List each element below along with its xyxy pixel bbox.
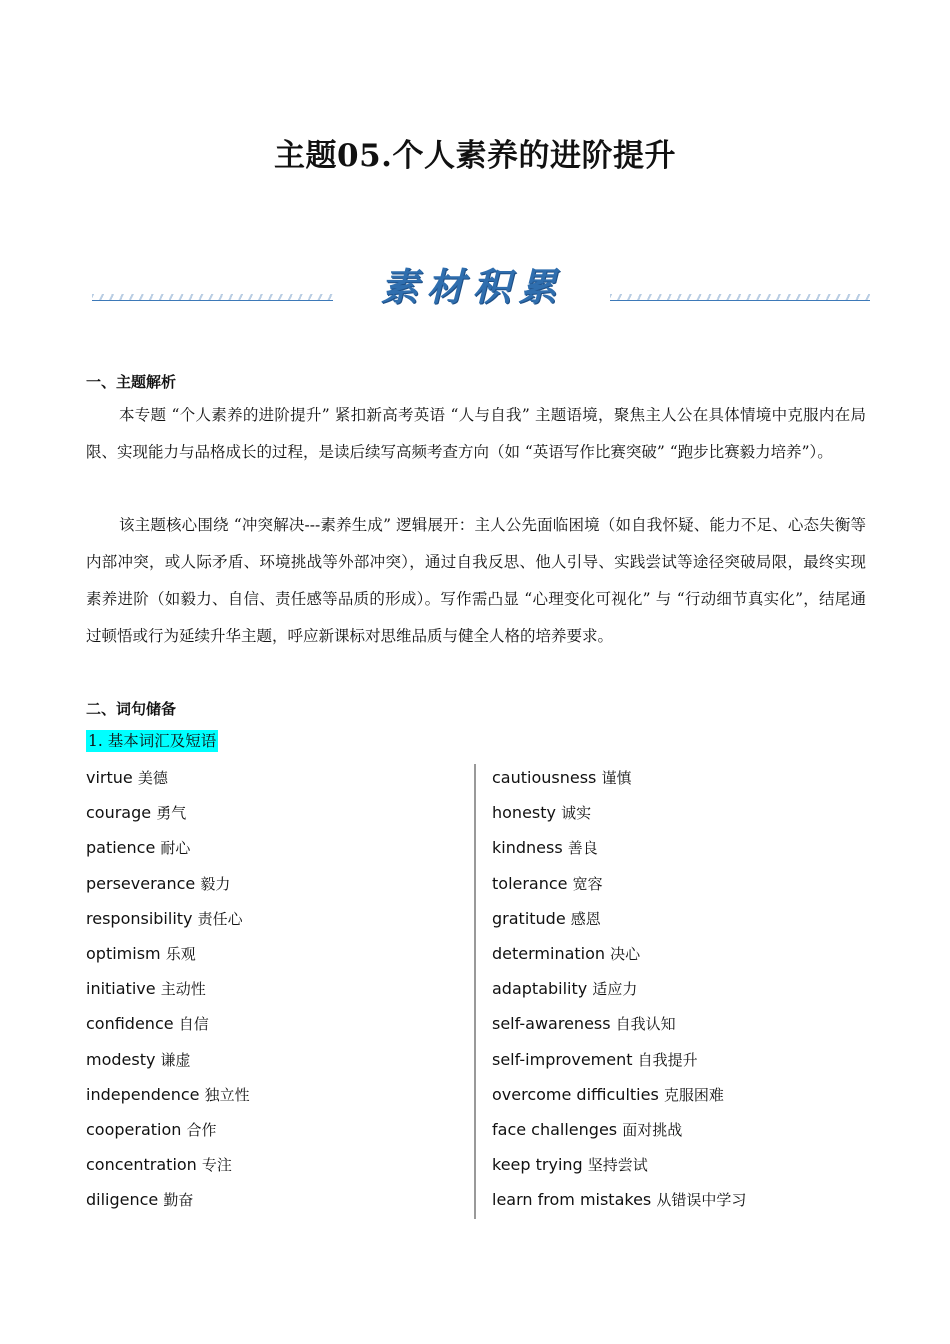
vocab-item: confidence 自信 [86, 1014, 209, 1034]
vocab-item: learn from mistakes 从错误中学习 [492, 1190, 747, 1210]
paragraph-core-logic: 该主题核心围绕 “冲突解决---素养生成” 逻辑展开：主人公先面临困境（如自我怀疑、能力不足、心态失衡等内部冲突，或人际矛盾、环境挑战等外部冲突），通过自我反思、他人引导、实践尝试等途径突破局限，最终实现素养进阶（如毅力、自信、责任感等品质的形成）。写作需凸显 “心理变化可视化” 与 “行动细节真实化”，结尾通过顿悟或行为延续升华主题，呼应新课标对思维品质与健全人格的培养要求。 [86, 516, 866, 645]
vocab-column-left [86, 760, 250, 1217]
vocab-item: concentration 专注 [86, 1155, 232, 1175]
subheading-basic-vocabulary: 1. 基本词汇及短语 [88, 732, 217, 750]
paragraph-intro: 本专题 “个人素养的进阶提升” 紧扣新高考英语 “人与自我” 主题语境，聚焦主人公在具体情境中克服内在局限、实现能力与品格成长的过程，是读后续写高频考查方向（如 “英语写作比赛突破” “跑步比赛毅力培养”）。 [86, 406, 866, 461]
vocab-item: cautiousness 谨慎 [492, 768, 632, 787]
vocab-item: modesty 谦虚 [86, 1049, 191, 1069]
vocab-item: adaptability 适应力 [492, 979, 638, 999]
section-heading-theme-analysis: 一、主题解析 [86, 373, 177, 391]
vocab-item: optimism 乐观 [86, 943, 196, 963]
vocab-item: keep trying 坚持尝试 [492, 1155, 648, 1175]
vocab-item: perseverance 毅力 [86, 873, 231, 893]
banner-heading: 素材积累 [380, 265, 565, 309]
vocab-item: independence 独立性 [86, 1084, 250, 1104]
vocab-item: cooperation 合作 [86, 1119, 217, 1139]
vocab-item: initiative 主动性 [86, 979, 206, 999]
vocab-item: virtue 美德 [86, 768, 168, 787]
vocab-column-right [492, 760, 746, 1217]
vocab-item: self-improvement 自我提升 [492, 1049, 698, 1069]
vocab-item: honesty 诚实 [492, 803, 592, 823]
vocab-item: face challenges 面对挑战 [492, 1119, 683, 1139]
section-heading-vocabulary: 二、词句储备 [86, 700, 177, 718]
vocab-item: responsibility 责任心 [86, 908, 243, 928]
vocab-item: overcome difficulties 克服困难 [492, 1084, 724, 1104]
vocab-item: patience 耐心 [86, 838, 191, 858]
column-divider [474, 764, 476, 1219]
vocab-item: tolerance 宽容 [492, 873, 603, 893]
banner [0, 252, 950, 312]
banner-left-line [92, 294, 333, 301]
vocab-item: gratitude 感恩 [492, 908, 601, 928]
banner-right-line [610, 294, 870, 301]
page-title: 主题05.个人素养的进阶提升 [274, 138, 676, 174]
vocab-item: courage 勇气 [86, 803, 187, 823]
vocab-item: diligence 勤奋 [86, 1190, 194, 1210]
vocab-item: self-awareness 自我认知 [492, 1014, 676, 1034]
vocab-item: kindness 善良 [492, 838, 598, 858]
vocab-item: determination 决心 [492, 943, 641, 963]
